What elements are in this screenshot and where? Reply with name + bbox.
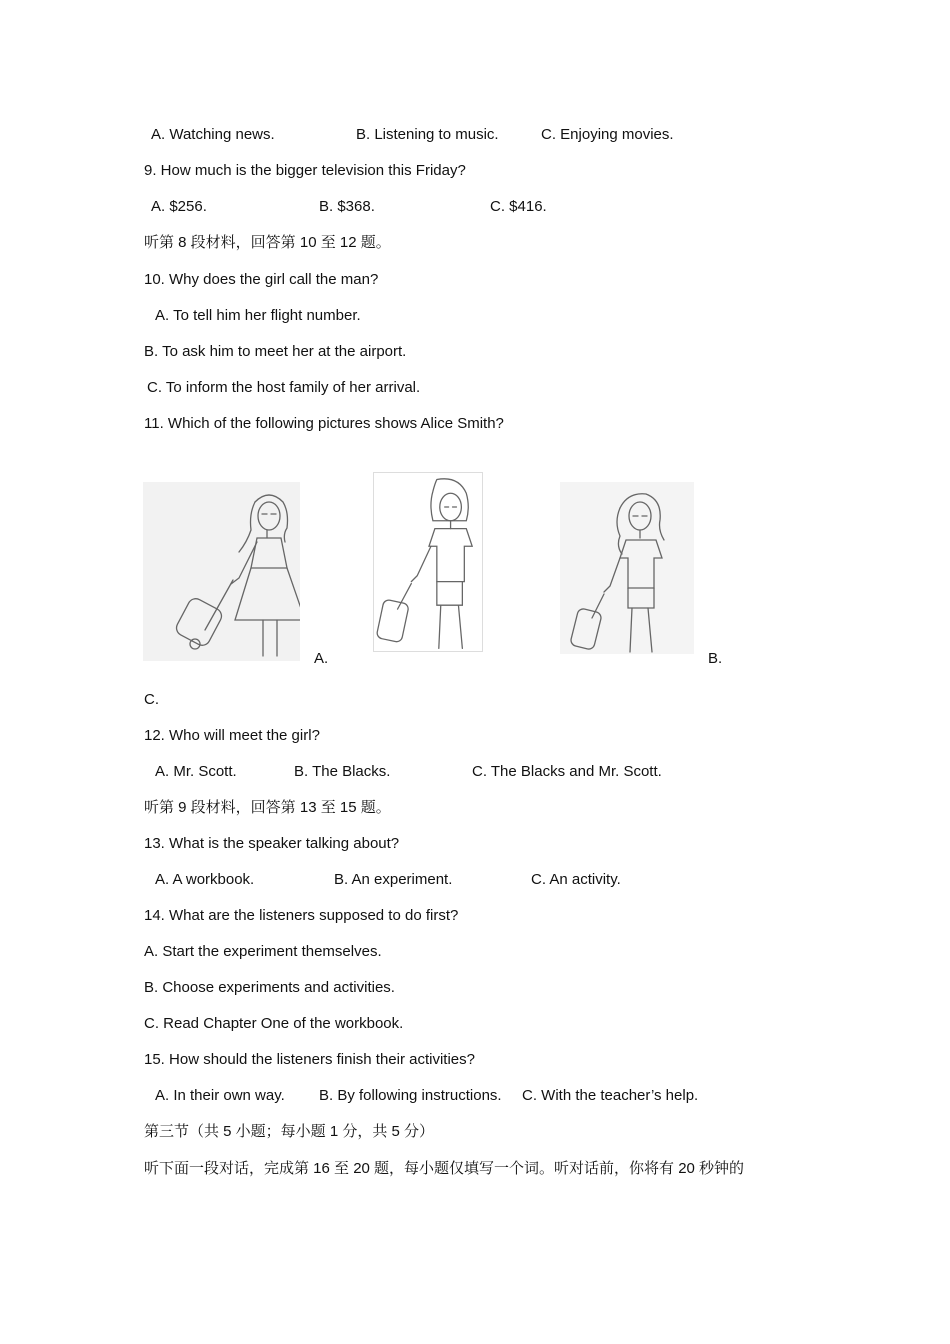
picture-c (560, 482, 694, 654)
q8-option-a: A. Watching news. (151, 126, 275, 143)
q14-question: 14. What are the listeners supposed to do first? (144, 907, 459, 924)
q10-option-c: C. To inform the host family of her arrival. (147, 379, 421, 396)
q10-option-b: B. To ask him to meet her at the airport. (144, 343, 407, 360)
q14-option-c: C. Read Chapter One of the workbook. (144, 1015, 404, 1032)
q12-question: 12. Who will meet the girl? (144, 727, 320, 744)
picture-b-label: B. (708, 650, 723, 667)
q9-option-c: C. $416. (490, 198, 547, 215)
q12-option-c: C. The Blacks and Mr. Scott. (472, 763, 662, 780)
picture-c-label: C. (144, 691, 159, 708)
q10-question: 10. Why does the girl call the man? (144, 271, 379, 288)
q13-question: 13. What is the speaker talking about? (144, 835, 400, 852)
q15-option-a: A. In their own way. (155, 1087, 285, 1104)
q13-option-a: A. A workbook. (155, 871, 255, 888)
q8-option-c: C. Enjoying movies. (541, 126, 674, 143)
q15-option-b: B. By following instructions. (319, 1087, 502, 1104)
q14-option-a: A. Start the experiment themselves. (144, 943, 382, 960)
section8-heading: 听第 8 段材料，回答第 10 至 12 题。 (144, 234, 391, 251)
q13-option-c: C. An activity. (531, 871, 621, 888)
q15-question: 15. How should the listeners finish their activities? (144, 1051, 475, 1068)
part3-heading: 第三节（共 5 小题；每小题 1 分，共 5 分） (144, 1123, 435, 1140)
q13-option-b: B. An experiment. (334, 871, 453, 888)
q14-option-b: B. Choose experiments and activities. (144, 979, 395, 996)
q9-option-b: B. $368. (319, 198, 375, 215)
q9-question: 9. How much is the bigger television this Friday? (144, 162, 466, 179)
q10-option-a: A. To tell him her flight number. (155, 307, 361, 324)
q9-option-a: A. $256. (151, 198, 207, 215)
q8-option-b: B. Listening to music. (356, 126, 499, 143)
section9-heading: 听第 9 段材料，回答第 13 至 15 题。 (144, 799, 391, 816)
part3-instruction: 听下面一段对话，完成第 16 至 20 题，每小题仅填写一个词。听对话前，你将有 20 秒钟的 (144, 1160, 745, 1177)
picture-a (143, 482, 300, 661)
q12-option-a: A. Mr. Scott. (155, 763, 237, 780)
q11-question: 11. Which of the following pictures shows Alice Smith? (144, 415, 504, 432)
q15-option-c: C. With the teacher’s help. (522, 1087, 699, 1104)
picture-a-label: A. (314, 650, 329, 667)
picture-b (373, 472, 483, 652)
q12-option-b: B. The Blacks. (294, 763, 391, 780)
